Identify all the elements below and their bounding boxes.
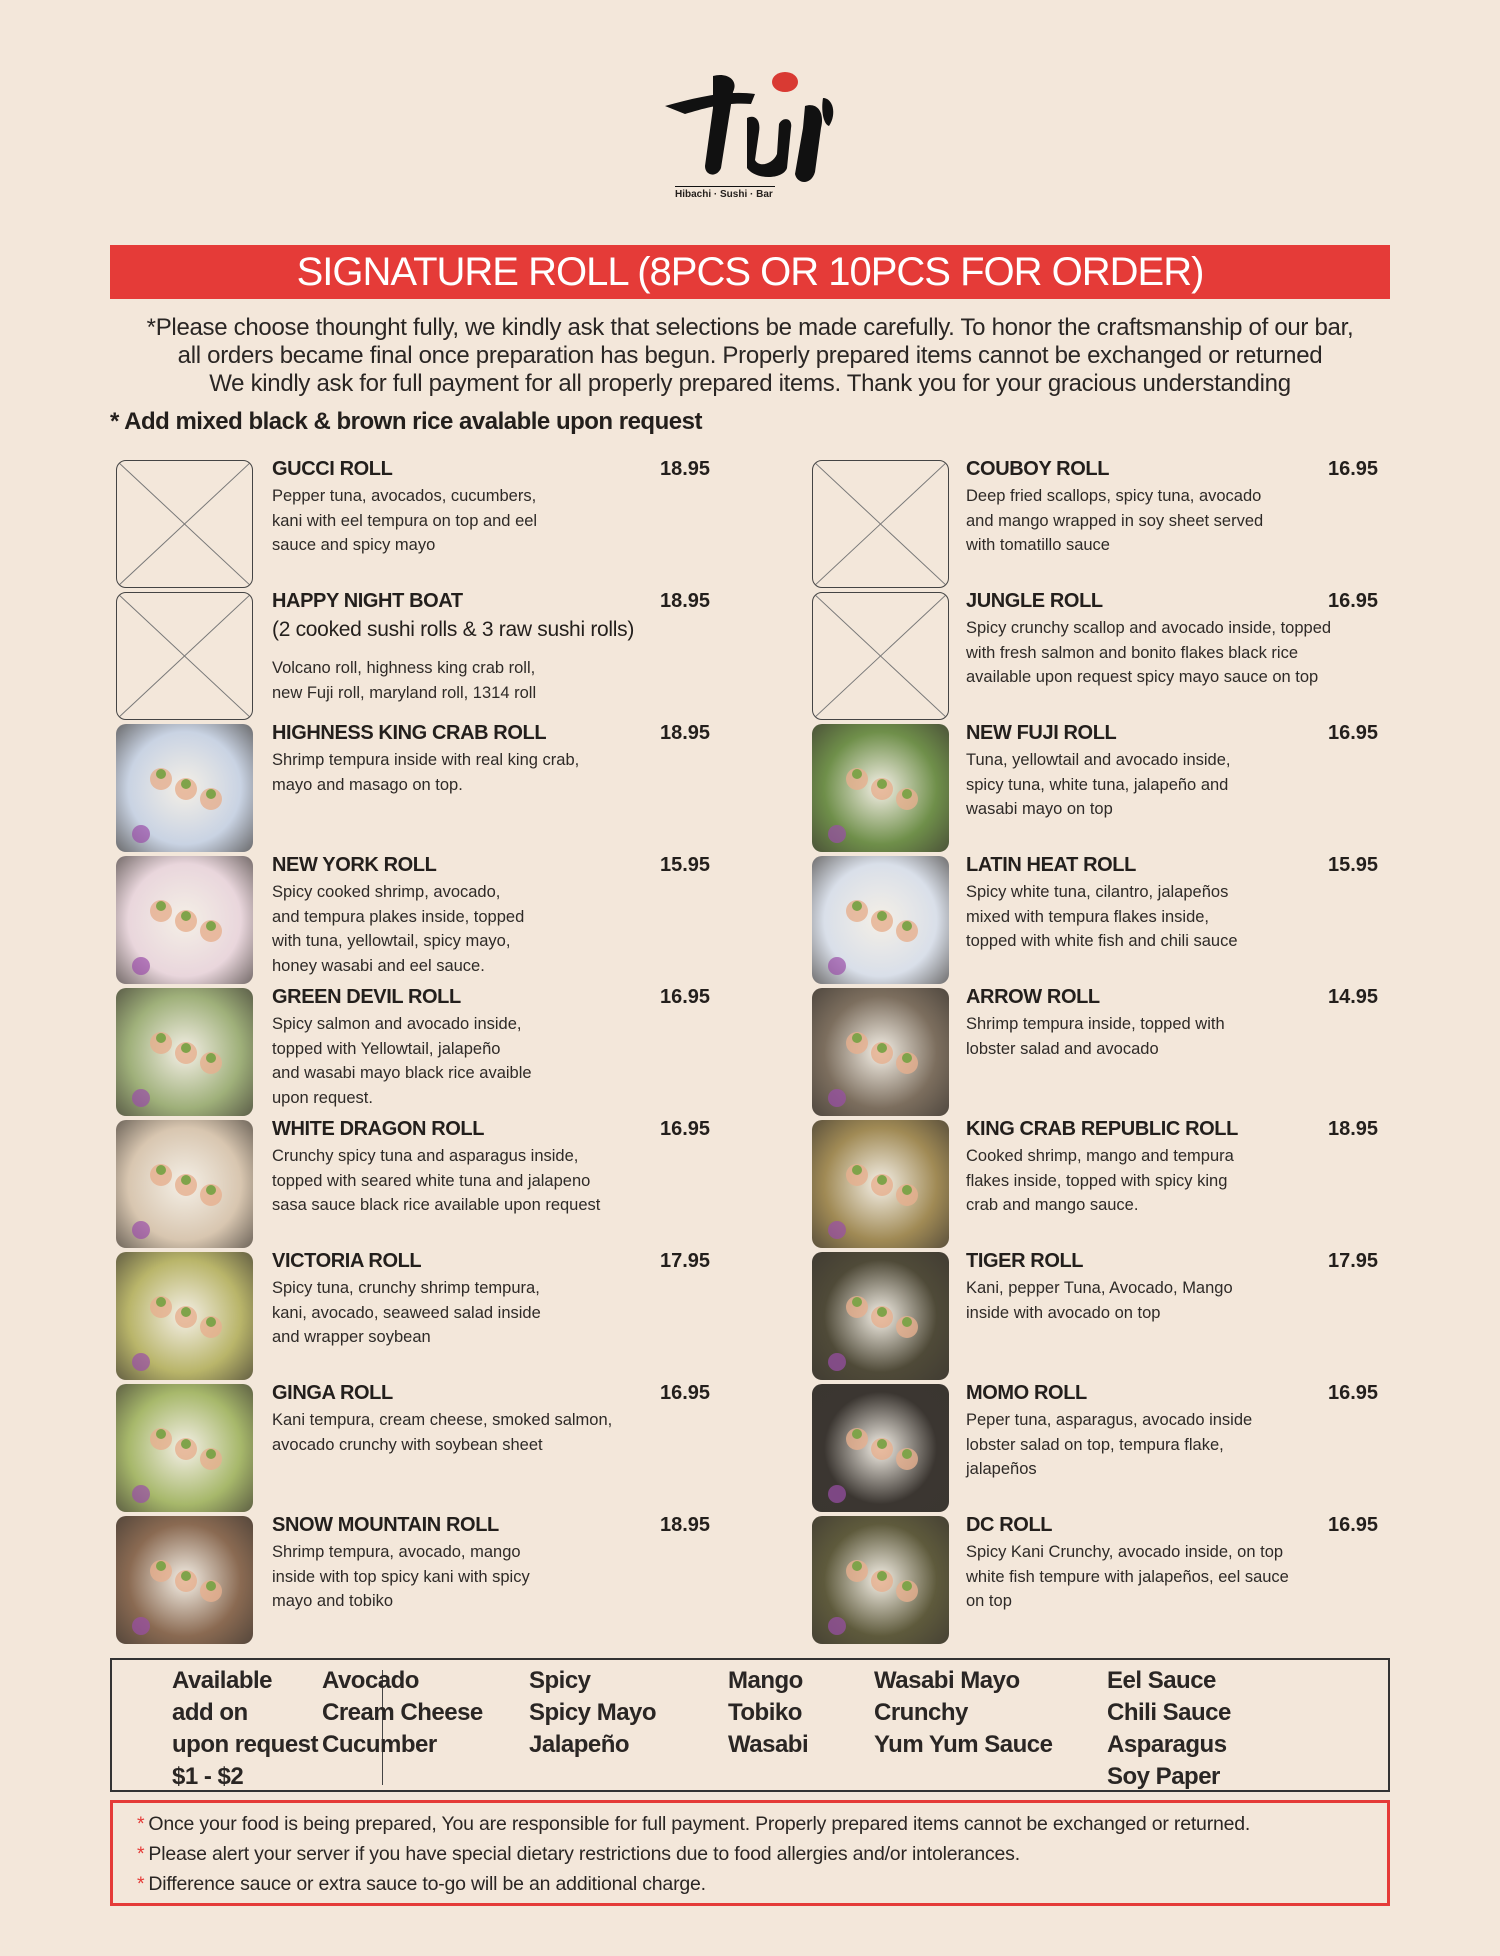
description-line: Spicy crunchy scallop and avocado inside, topped [966,619,1332,637]
item-name: HIGHNESS KING CRAB ROLL [272,722,547,744]
item-price: 15.95 [660,854,711,876]
description-line: mixed with tempura flakes inside, [966,907,1210,926]
item-price: 18.95 [660,722,711,744]
item-price: 16.95 [660,986,711,1008]
description-line: Spicy Kani Crunchy, avocado inside, on top [966,1543,1284,1561]
item-name: KING CRAB REPUBLIC ROLL [966,1118,1238,1140]
asterisk-icon: * [137,1813,145,1835]
description-line: and wasabi mayo black rice avaible [272,1064,532,1082]
description-line: kani, avocado, seaweed salad inside [272,1303,541,1322]
addon-option: Tobiko [728,1699,802,1726]
item-name: GINGA ROLL [272,1382,393,1404]
policy-note [137,1809,1387,1839]
policy-note [137,1869,1387,1899]
description-line: Tuna, yellowtail and avocado inside, [966,751,1231,769]
policy-notes [110,1800,1390,1906]
item-price: 17.95 [660,1250,711,1272]
item-description [966,880,1238,954]
item-description [966,616,1331,690]
item-description [272,1276,541,1350]
policy-note [137,1839,1387,1869]
description-line: and tempura plakes inside, topped [272,907,525,926]
logo-tagline: Hibachi · Sushi · Bar [675,186,775,200]
menu-item-white-dragon-roll [116,1118,716,1250]
description-line: inside with avocado on top [966,1303,1161,1322]
addon-option: Jalapeño [529,1731,630,1758]
addon-option: Soy Paper [1107,1763,1220,1790]
description-line: sasa sauce black rice available upon request [272,1196,601,1214]
description-line: kani with eel tempura on top and eel [272,511,538,530]
notice-line: *Please choose thounght fully, we kindly ask that selections be made carefully. To honor the craftsmanship of our bar, [146,314,1354,341]
item-price: 17.95 [1328,1250,1379,1272]
addon-option: Cucumber [322,1731,437,1758]
policy-note-text: Once your food is being prepared, You are responsible for full payment. Properly prepared items cannot be exchanged or returned. [148,1813,1251,1835]
menu-item-happy-night-boat [116,590,716,722]
description-line: and mango wrapped in soy sheet served [966,511,1264,530]
item-price: 16.95 [1328,1382,1379,1404]
item-name: LATIN HEAT ROLL [966,854,1136,876]
roll-photo [116,1516,253,1644]
addon-label [172,1665,318,1793]
roll-photo [116,856,253,984]
addon-option: Asparagus [1107,1731,1227,1758]
roll-photo [812,1384,949,1512]
menu-item-tiger-roll [812,1250,1392,1382]
item-description [966,748,1230,822]
item-name: GREEN DEVIL ROLL [272,986,461,1008]
item-name: TIGER ROLL [966,1250,1084,1272]
description-line: Kani, pepper Tuna, Avocado, Mango [966,1279,1233,1297]
item-description [272,1408,612,1457]
menu-item-green-devil-roll [116,986,716,1118]
addon-option: Eel Sauce [1107,1667,1216,1694]
addon-label-line: upon request [172,1731,319,1758]
roll-photo [812,724,949,852]
description-line: new Fuji roll, maryland roll, 1314 roll [272,683,537,702]
menu-item-gucci-roll [116,458,716,590]
description-line: Shrimp tempura, avocado, mango [272,1543,521,1561]
menu-item-king-crab-republic-roll [812,1118,1392,1250]
policy-note-text: Please alert your server if you have special dietary restrictions due to food allergies and/or intolerances. [148,1843,1020,1865]
section-banner: SIGNATURE ROLL (8PCS OR 10PCS FOR ORDER) [110,245,1390,299]
roll-photo [116,1384,253,1512]
asterisk-icon: * [137,1843,145,1865]
item-name: GUCCI ROLL [272,458,393,480]
item-price: 16.95 [1328,1514,1379,1536]
menu-item-victoria-roll [116,1250,716,1382]
description-line: mayo and masago on top. [272,775,463,794]
addon-label-line: Available [172,1667,272,1694]
description-line: Spicy salmon and avocado inside, [272,1015,522,1033]
item-price: 18.95 [660,1514,711,1536]
description-line: honey wasabi and eel sauce. [272,956,485,975]
description-line: mayo and tobiko [272,1592,394,1610]
menu-item-new-fuji-roll [812,722,1392,854]
description-line: spicy tuna, white tuna, jalapeño and [966,775,1229,794]
description-line: and wrapper soybean [272,1328,431,1346]
menu-item-highness-king-crab-roll [116,722,716,854]
order-notice [100,314,1400,398]
menu-item-arrow-roll [812,986,1392,1118]
item-price: 15.95 [1328,854,1379,876]
addon-option: Spicy [529,1667,591,1694]
description-line: Pepper tuna, avocados, cucumbers, [272,487,537,505]
right-menu-column [812,458,1392,1646]
roll-photo [116,1120,253,1248]
addon-option: Wasabi [728,1731,809,1758]
item-price: 18.95 [660,458,711,480]
description-line: sauce and spicy mayo [272,536,436,554]
item-description [272,748,579,797]
addon-option: Crunchy [874,1699,968,1726]
description-line: available upon request spicy mayo sauce on top [966,668,1319,686]
addon-option: Yum Yum Sauce [874,1731,1053,1758]
item-description [966,1276,1233,1325]
roll-photo [812,1120,949,1248]
description-line: Crunchy spicy tuna and asparagus inside, [272,1147,579,1165]
addon-column [529,1665,656,1761]
item-price: 14.95 [1328,986,1379,1008]
description-line: Kani tempura, cream cheese, smoked salmon, [272,1411,613,1429]
menu-item-couboy-roll [812,458,1392,590]
item-description [272,1540,530,1614]
description-line: Spicy cooked shrimp, avocado, [272,883,501,901]
menu-item-new-york-roll [116,854,716,986]
description-line: Shrimp tempura inside with real king crab, [272,751,580,769]
menu-item-snow-mountain-roll [116,1514,716,1646]
item-price: 16.95 [1328,458,1379,480]
description-line: inside with top spicy kani with spicy [272,1567,530,1586]
item-price: 18.95 [660,590,711,612]
item-description [272,1012,532,1110]
item-name: NEW FUJI ROLL [966,722,1117,744]
menu-item-dc-roll [812,1514,1392,1646]
menu-item-jungle-roll [812,590,1392,722]
item-price: 16.95 [660,1382,711,1404]
description-line: jalapeños [966,1460,1037,1478]
description-line: with tomatillo sauce [966,536,1110,554]
item-description [272,656,536,705]
roll-photo [812,856,949,984]
addon-column [874,1665,1052,1761]
fuji-logo-mark [655,68,845,188]
asterisk-icon: * [137,1873,145,1895]
addon-label-line: add on [172,1699,248,1726]
description-line: lobster salad on top, tempura flake, [966,1435,1224,1454]
item-description [966,1144,1234,1218]
item-description [966,484,1263,558]
image-placeholder-icon [812,460,949,588]
item-name: NEW YORK ROLL [272,854,437,876]
left-menu-column [116,458,716,1646]
item-name: VICTORIA ROLL [272,1250,422,1272]
menu-item-momo-roll [812,1382,1392,1514]
item-description [966,1540,1289,1614]
description-line: topped with white fish and chili sauce [966,932,1238,950]
addon-column [728,1665,808,1761]
addon-column [1107,1665,1231,1793]
item-description [272,1144,600,1218]
roll-photo [116,724,253,852]
item-name: JUNGLE ROLL [966,590,1103,612]
addon-option: Wasabi Mayo [874,1667,1020,1694]
roll-photo [812,1516,949,1644]
item-price: 16.95 [660,1118,711,1140]
addon-price-range: $1 - $2 [172,1763,244,1790]
addon-column [322,1665,483,1761]
addon-box [110,1658,1390,1792]
description-line: lobster salad and avocado [966,1039,1159,1058]
roll-photo [812,1252,949,1380]
addon-option: Avocado [322,1667,419,1694]
description-line: Cooked shrimp, mango and tempura [966,1147,1234,1165]
description-line: flakes inside, topped with spicy king [966,1171,1228,1190]
item-price: 18.95 [1328,1118,1379,1140]
item-description [966,1012,1225,1061]
description-line: Spicy tuna, crunchy shrimp tempura, [272,1279,540,1297]
item-subtitle: (2 cooked sushi rolls & 3 raw sushi rolls) [272,618,635,641]
description-line: Deep fried scallops, spicy tuna, avocado [966,487,1262,505]
description-line: topped with Yellowtail, jalapeño [272,1039,501,1058]
item-price: 16.95 [1328,722,1379,744]
roll-photo [812,988,949,1116]
image-placeholder-icon [812,592,949,720]
item-description [966,1408,1252,1482]
description-line: crab and mango sauce. [966,1196,1139,1214]
item-name: DC ROLL [966,1514,1053,1536]
description-line: Spicy white tuna, cilantro, jalapeños [966,883,1229,901]
notice-line: We kindly ask for full payment for all properly prepared items. Thank you for your gracious understanding [209,370,1291,397]
roll-photo [116,988,253,1116]
description-line: Volcano roll, highness king crab roll, [272,659,536,677]
image-placeholder-icon [116,592,253,720]
roll-photo [116,1252,253,1380]
addon-option: Mango [728,1667,803,1694]
description-line: wasabi mayo on top [966,800,1113,818]
description-line: topped with seared white tuna and jalapeno [272,1171,591,1190]
item-name: ARROW ROLL [966,986,1100,1008]
description-line: avocado crunchy with soybean sheet [272,1435,543,1454]
menu-item-ginga-roll [116,1382,716,1514]
description-line: on top [966,1592,1012,1610]
rice-note: * Add mixed black & brown rice avalable upon request [110,408,702,435]
description-line: white fish tempure with jalapeños, eel sauce [966,1567,1289,1586]
item-name: MOMO ROLL [966,1382,1087,1404]
image-placeholder-icon [116,460,253,588]
addon-option: Chili Sauce [1107,1699,1231,1726]
item-name: COUBOY ROLL [966,458,1110,480]
description-line: with tuna, yellowtail, spicy mayo, [272,932,511,950]
fuji-logo [655,68,845,218]
item-name: HAPPY NIGHT BOAT [272,590,463,612]
notice-line: all orders became final once preparation has begun. Properly prepared items cannot be exchanged or returned [177,342,1323,369]
item-name: WHITE DRAGON ROLL [272,1118,485,1140]
item-price: 16.95 [1328,590,1379,612]
policy-note-text: Difference sauce or extra sauce to-go will be an additional charge. [148,1873,706,1895]
description-line: upon request. [272,1088,373,1107]
description-line: Shrimp tempura inside, topped with [966,1015,1225,1033]
menu-item-latin-heat-roll [812,854,1392,986]
item-description [272,880,524,978]
addon-option: Spicy Mayo [529,1699,657,1726]
addon-option: Cream Cheese [322,1699,483,1726]
description-line: with fresh salmon and bonito flakes black rice [966,643,1298,662]
description-line: Peper tuna, asparagus, avocado inside [966,1411,1253,1429]
item-description [272,484,537,558]
item-name: SNOW MOUNTAIN ROLL [272,1514,499,1536]
